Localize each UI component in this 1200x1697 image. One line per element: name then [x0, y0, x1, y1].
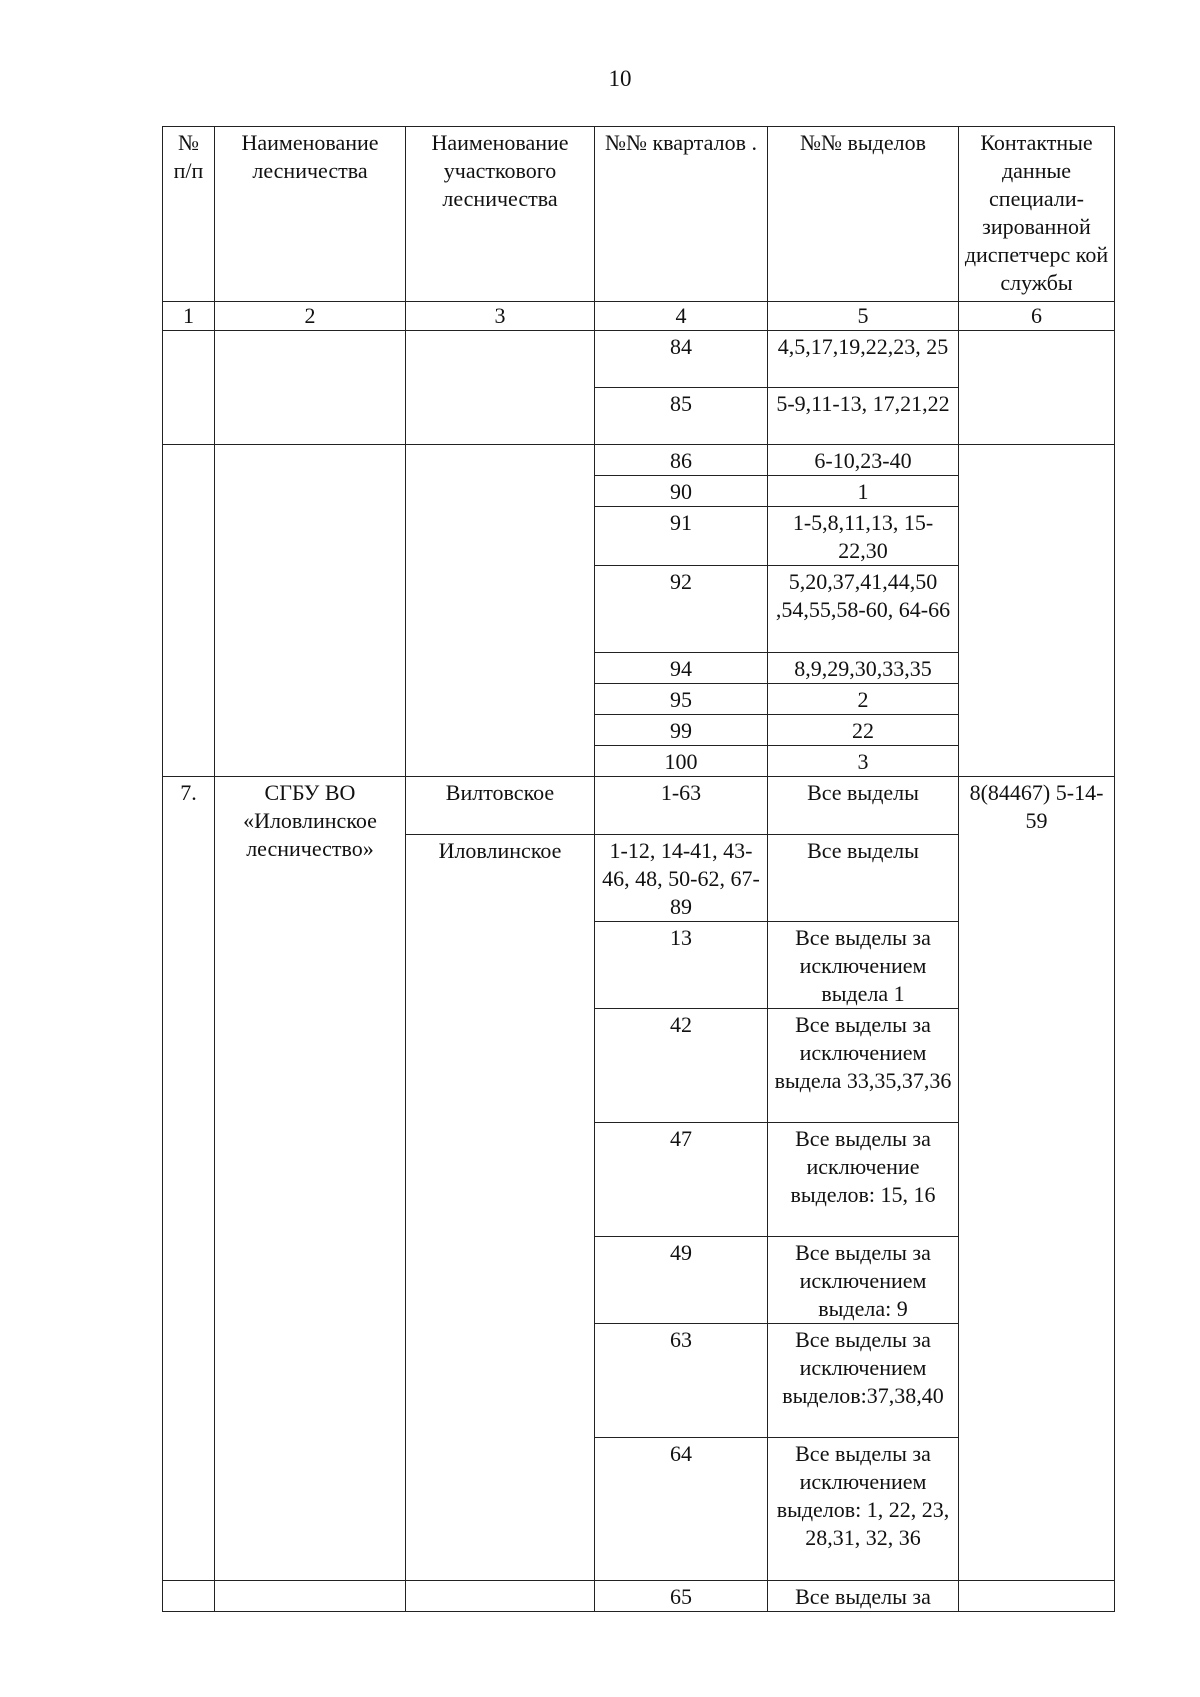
plots-cell: 1-5,8,11,13, 15-22,30 [768, 507, 959, 566]
quarter-cell: 84 [595, 331, 768, 388]
quarter-cell: 65 [595, 1581, 768, 1612]
table-row [163, 331, 1115, 388]
page-number: 10 [608, 66, 632, 91]
plots-cell: 1 [768, 476, 959, 507]
header-number: № п/п [163, 127, 215, 302]
empty-cell [163, 445, 215, 777]
plots-cell: Все выделы за исключением выделов:37,38,40 [768, 1324, 959, 1438]
plots-cell: 22 [768, 715, 959, 746]
quarter-cell: 13 [595, 922, 768, 1009]
plots-cell: Все выделы за исключением выделов: 1, 22, 23, 28,31, 32, 36 [768, 1438, 959, 1581]
quarter-cell: 90 [595, 476, 768, 507]
quarter-cell: 95 [595, 684, 768, 715]
table-row [163, 445, 1115, 476]
empty-cell [959, 331, 1115, 445]
quarter-cell: 64 [595, 1438, 768, 1581]
plots-cell: 8,9,29,30,33,35 [768, 653, 959, 684]
plots-cell: Все выделы [768, 777, 959, 835]
table-row [163, 777, 1115, 835]
plots-cell: 2 [768, 684, 959, 715]
plots-cell: Все выделы [768, 835, 959, 922]
district-name: Иловлинское [406, 835, 595, 1581]
header-district: Наименование участкового лесничества [406, 127, 595, 302]
plots-cell: Все выделы за исключением выдела: 9 [768, 1237, 959, 1324]
plots-cell: 3 [768, 746, 959, 777]
plots-cell: Все выделы за [768, 1581, 959, 1612]
quarter-cell: 100 [595, 746, 768, 777]
plots-cell: Все выделы за исключением выдела 33,35,37,36 [768, 1009, 959, 1123]
quarter-cell: 99 [595, 715, 768, 746]
column-number: 6 [959, 302, 1115, 331]
empty-cell [215, 445, 406, 777]
quarter-cell: 94 [595, 653, 768, 684]
column-number: 2 [215, 302, 406, 331]
column-number: 3 [406, 302, 595, 331]
header-quarters: №№ кварталов . [595, 127, 768, 302]
plots-cell: 5-9,11-13, 17,21,22 [768, 388, 959, 445]
empty-cell [959, 1581, 1115, 1612]
column-number: 5 [768, 302, 959, 331]
quarter-cell: 63 [595, 1324, 768, 1438]
empty-cell [406, 331, 595, 445]
entry-number: 7. [163, 777, 215, 1581]
header-forestry: Наименование лесничества [215, 127, 406, 302]
quarter-cell: 86 [595, 445, 768, 476]
column-number: 4 [595, 302, 768, 331]
empty-cell [406, 1581, 595, 1612]
empty-cell [163, 331, 215, 445]
empty-cell [163, 1581, 215, 1612]
table-row [163, 1581, 1115, 1612]
plots-cell: 4,5,17,19,22,23, 25 [768, 331, 959, 388]
quarter-cell: 42 [595, 1009, 768, 1123]
empty-cell [215, 1581, 406, 1612]
district-name: Вилтовское [406, 777, 595, 835]
header-plots: №№ выделов [768, 127, 959, 302]
quarter-cell: 85 [595, 388, 768, 445]
contact-phone: 8(84467) 5-14-59 [959, 777, 1115, 1581]
quarter-cell: 47 [595, 1123, 768, 1237]
forestry-table [162, 126, 1115, 1612]
column-number: 1 [163, 302, 215, 331]
quarter-cell: 92 [595, 566, 768, 653]
quarter-cell: 1-12, 14-41, 43-46, 48, 50-62, 67-89 [595, 835, 768, 922]
plots-cell: Все выделы за исключение выделов: 15, 16 [768, 1123, 959, 1237]
header-row [163, 127, 1115, 302]
plots-cell: 6-10,23-40 [768, 445, 959, 476]
empty-cell [215, 331, 406, 445]
plots-cell: Все выделы за исключением выдела 1 [768, 922, 959, 1009]
empty-cell [959, 445, 1115, 777]
empty-cell [406, 445, 595, 777]
plots-cell: 5,20,37,41,44,50 ,54,55,58-60, 64-66 [768, 566, 959, 653]
forestry-name: СГБУ ВО «Иловлинское лесничество» [215, 777, 406, 1581]
quarter-cell: 49 [595, 1237, 768, 1324]
quarter-cell: 91 [595, 507, 768, 566]
column-number-row [163, 302, 1115, 331]
quarter-cell: 1-63 [595, 777, 768, 835]
header-contacts: Контактные данные специали-зированной диспетчерс кой службы [959, 127, 1115, 302]
